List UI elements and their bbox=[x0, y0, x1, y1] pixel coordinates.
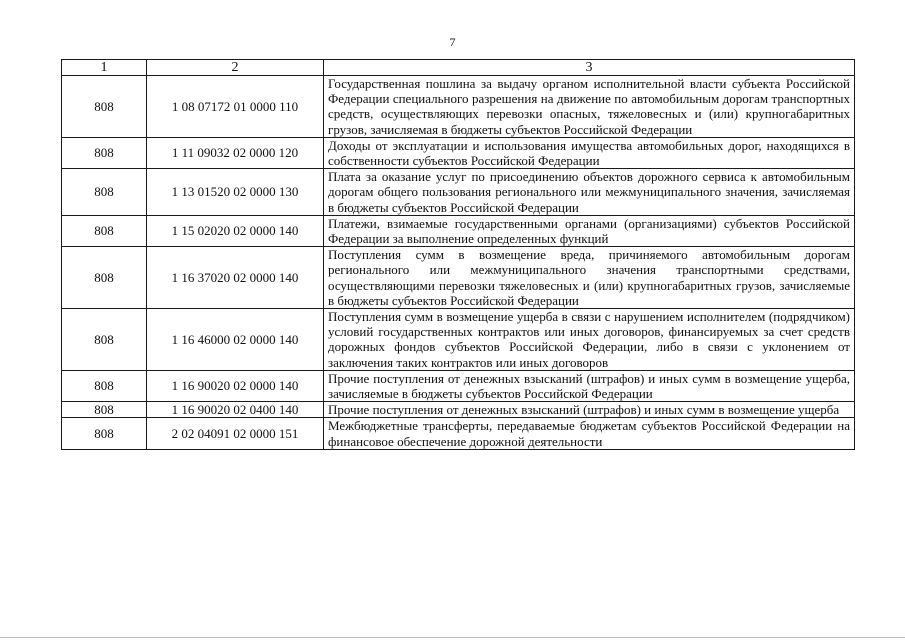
description-cell: Плата за оказание услуг по присоединению объектов дорожного сервиса к автомобильным дорогам общего пользования регионального или межмуниципального значения, зачисляемая в бюджеты субъектов Российской Федерации bbox=[324, 169, 855, 216]
table-header-row bbox=[62, 60, 855, 76]
description-cell: Прочие поступления от денежных взысканий (штрафов) и иных сумм в возмещение ущерба bbox=[324, 402, 855, 418]
page-bottom-rule bbox=[0, 637, 905, 638]
table-row bbox=[62, 76, 855, 138]
table-row bbox=[62, 402, 855, 418]
description-cell: Государственная пошлина за выдачу органом исполнительной власти субъекта Российской Федерации специального разрешения на движение по автомобильным дорогам транспортных средств, осуществляющих перевозки опасных, тяжеловесных и (или) крупногабаритных грузов, зачисляемая в бюджеты субъектов Российской Федерации bbox=[324, 76, 855, 138]
column-header-2: 2 bbox=[147, 60, 324, 76]
admin-code-cell: 808 bbox=[62, 418, 147, 449]
admin-code-cell: 808 bbox=[62, 137, 147, 168]
description-cell: Платежи, взимаемые государственными органами (организациями) субъектов Российской Федерации за выполнение определенных функций bbox=[324, 215, 855, 246]
table-row bbox=[62, 137, 855, 168]
description-cell: Доходы от эксплуатации и использования имущества автомобильных дорог, находящихся в собственности субъектов Российской Федерации bbox=[324, 137, 855, 168]
classification-code-cell: 1 13 01520 02 0000 130 bbox=[147, 169, 324, 216]
admin-code-cell: 808 bbox=[62, 309, 147, 371]
page-number: 7 bbox=[449, 35, 456, 49]
admin-code-cell: 808 bbox=[62, 247, 147, 309]
table-row bbox=[62, 418, 855, 449]
classification-code-cell: 1 16 46000 02 0000 140 bbox=[147, 309, 324, 371]
admin-code-cell: 808 bbox=[62, 402, 147, 418]
classification-code-cell: 1 08 07172 01 0000 110 bbox=[147, 76, 324, 138]
description-cell: Поступления сумм в возмещение ущерба в связи с нарушением исполнителем (подрядчиком) условий государственных контрактов или иных договоров, финансируемых за счет средств дорожных фондов субъектов Российской Федерации, либо в связи с уклонением от заключения таких контрактов или иных договоров bbox=[324, 309, 855, 371]
classification-code-cell: 1 16 90020 02 0000 140 bbox=[147, 370, 324, 401]
description-cell: Прочие поступления от денежных взысканий (штрафов) и иных сумм в возмещение ущерба, зачисляемые в бюджеты субъектов Российской Федерации bbox=[324, 370, 855, 401]
table-row bbox=[62, 247, 855, 309]
classification-code-cell: 1 15 02020 02 0000 140 bbox=[147, 215, 324, 246]
description-cell: Межбюджетные трансферты, передаваемые бюджетам субъектов Российской Федерации на финансовое обеспечение дорожной деятельности bbox=[324, 418, 855, 449]
admin-code-cell: 808 bbox=[62, 169, 147, 216]
classification-code-cell: 1 16 37020 02 0000 140 bbox=[147, 247, 324, 309]
table-row bbox=[62, 169, 855, 216]
admin-code-cell: 808 bbox=[62, 76, 147, 138]
description-cell: Поступления сумм в возмещение вреда, причиняемого автомобильным дорогам регионального или межмуниципального значения транспортными средствами, осуществляющими перевозки тяжеловесных и (или) крупногабаритных грузов, зачисляемые в бюджеты субъектов Российской Федерации bbox=[324, 247, 855, 309]
admin-code-cell: 808 bbox=[62, 370, 147, 401]
admin-code-cell: 808 bbox=[62, 215, 147, 246]
classification-code-cell: 1 16 90020 02 0400 140 bbox=[147, 402, 324, 418]
table-row bbox=[62, 215, 855, 246]
table-row bbox=[62, 309, 855, 371]
revenue-classification-table bbox=[61, 59, 855, 450]
column-header-3: 3 bbox=[324, 60, 855, 76]
table-row bbox=[62, 370, 855, 401]
classification-code-cell: 2 02 04091 02 0000 151 bbox=[147, 418, 324, 449]
column-header-1: 1 bbox=[62, 60, 147, 76]
classification-code-cell: 1 11 09032 02 0000 120 bbox=[147, 137, 324, 168]
